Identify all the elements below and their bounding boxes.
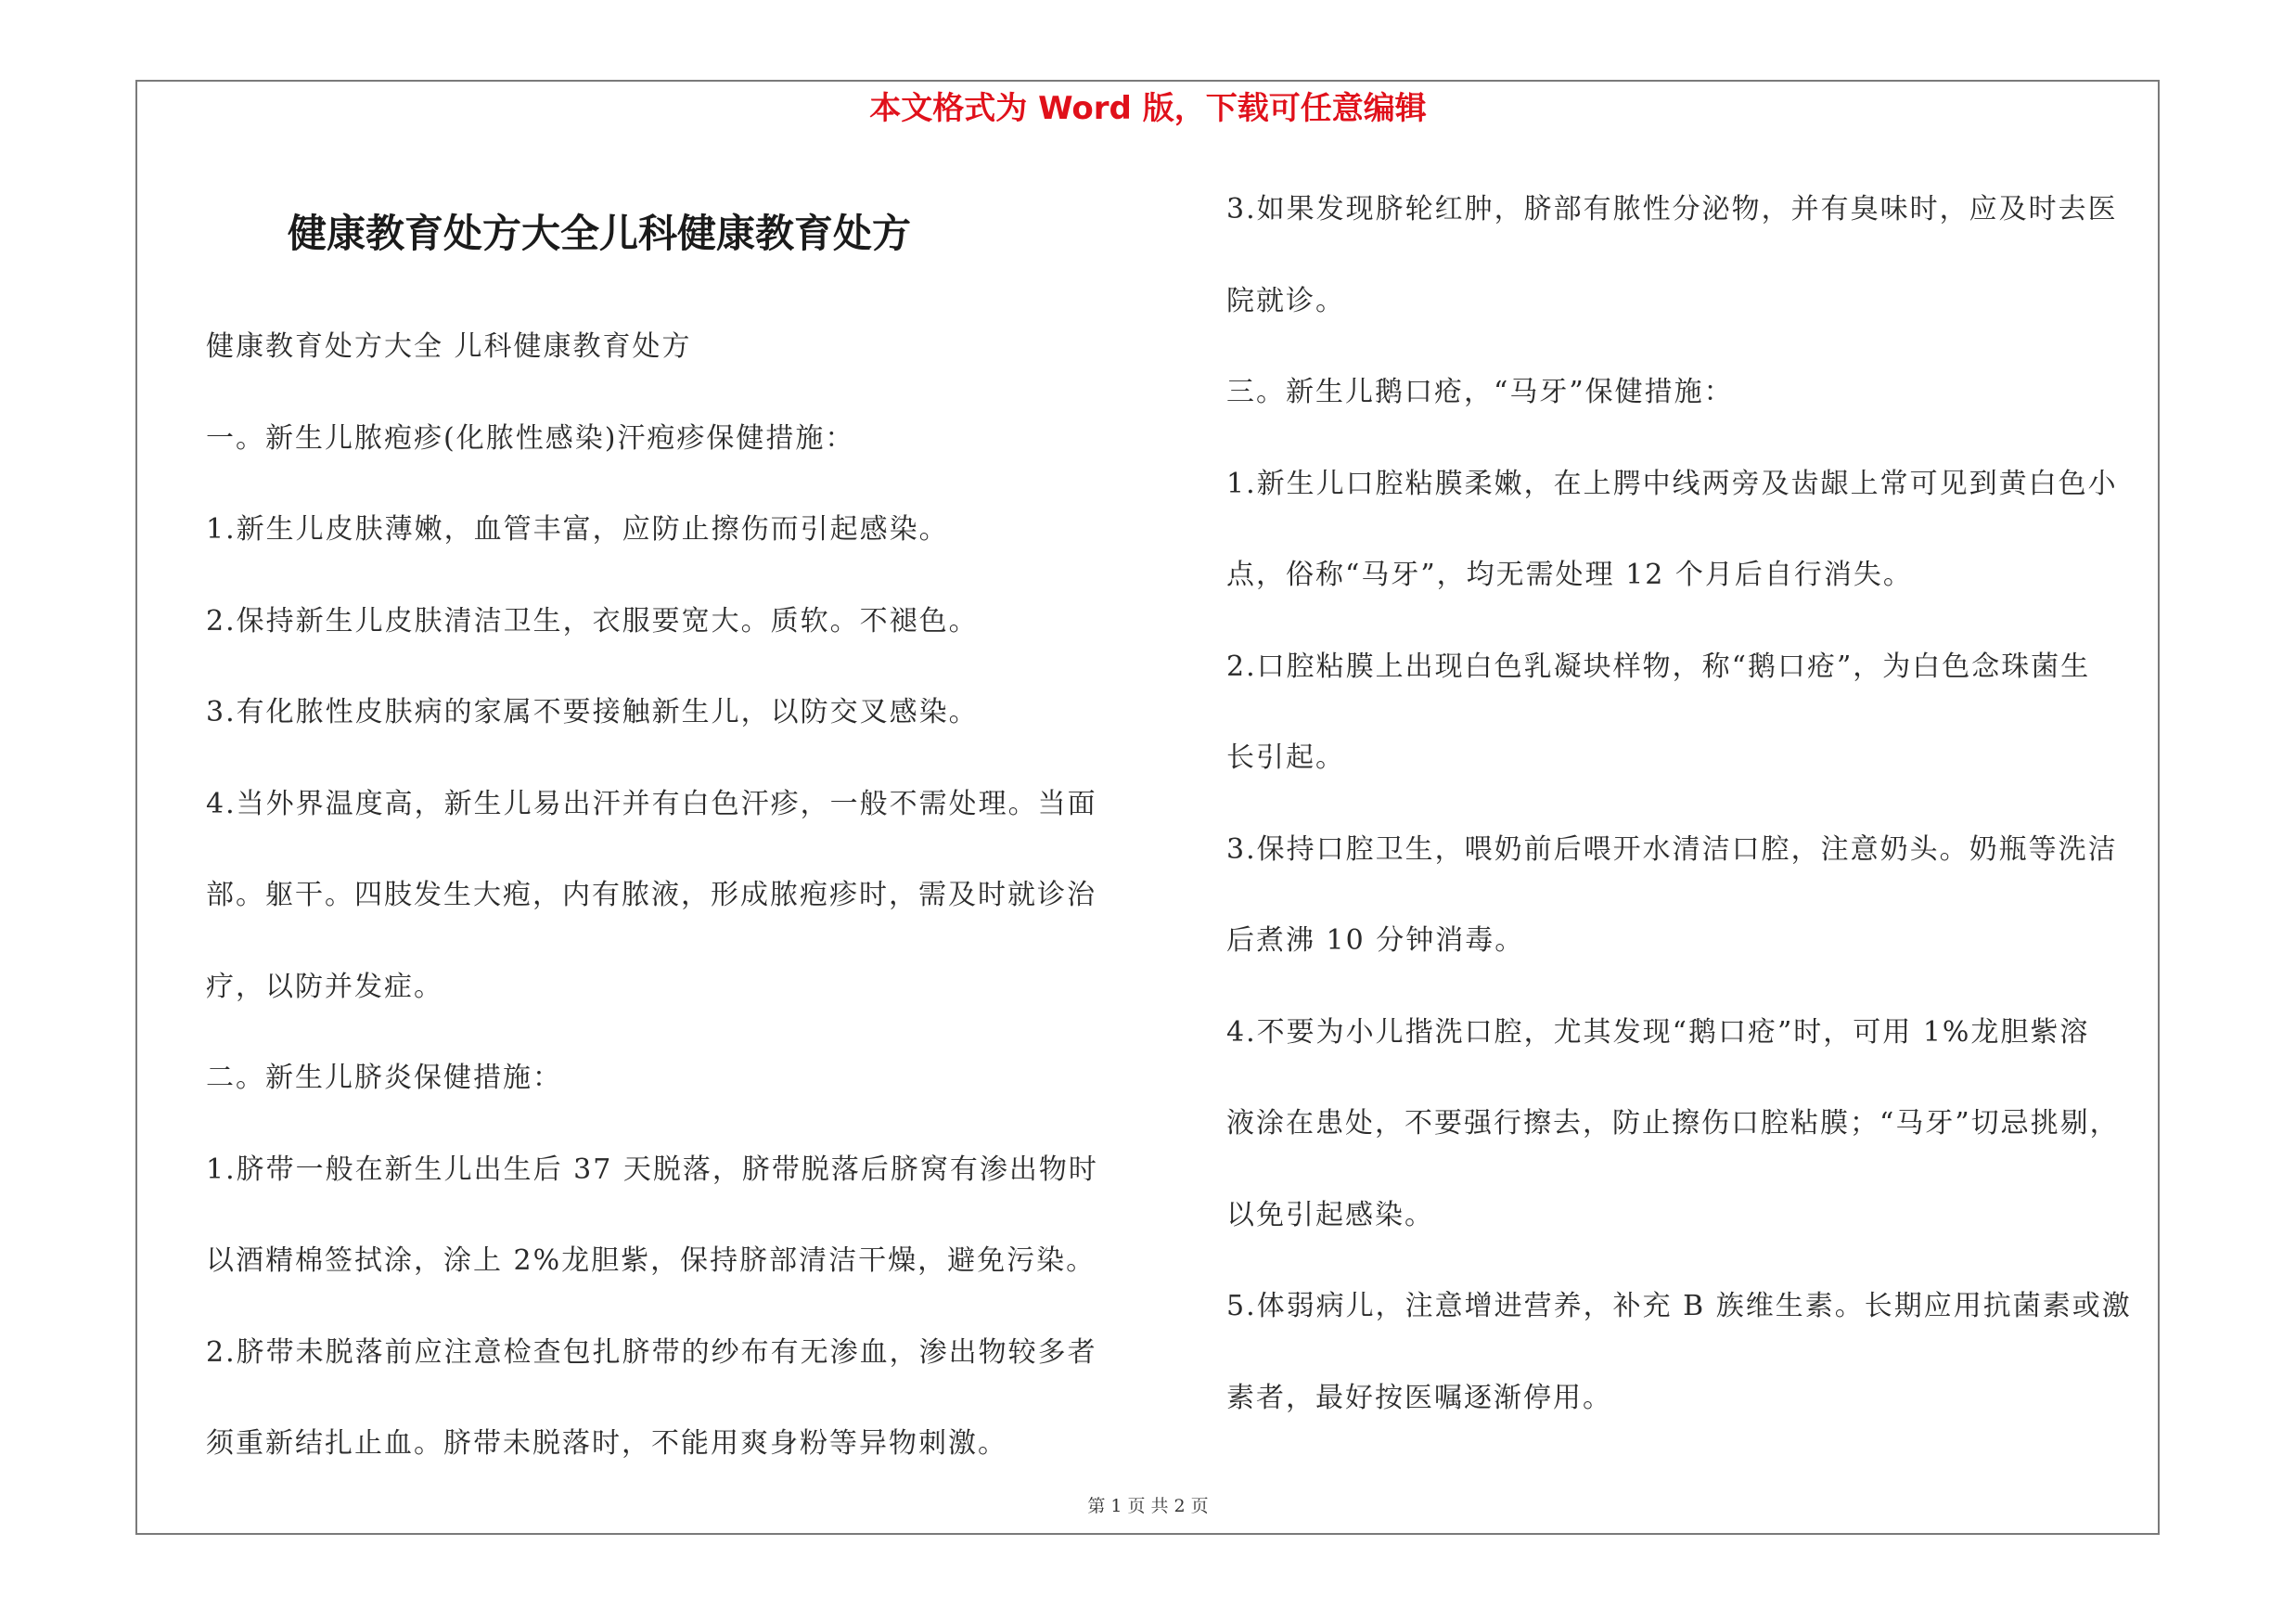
paragraph-line: 长引起。: [1226, 741, 1345, 774]
paragraph-line: 4.不要为小儿揩洗口腔，尤其发现“鹅口疮”时，可用 1%龙胆紫溶: [1226, 1015, 2090, 1049]
paragraph-line: 2.保持新生儿皮肤清洁卫生，衣服要宽大。质软。不褪色。: [206, 604, 979, 638]
paragraph-line: 三。新生儿鹅口疮，“马牙”保健措施：: [1226, 376, 1734, 408]
format-banner: 本文格式为 Word 版，下载可任意编辑: [869, 90, 1427, 127]
paragraph-line: 4.当外界温度高，新生儿易出汗并有白色汗疹，一般不需处理。当面: [206, 787, 1097, 820]
paragraph-line: 一。新生儿脓疱疹(化脓性感染)汗疱疹保健措施：: [206, 421, 855, 455]
document-title: 健康教育处方大全儿科健康教育处方: [288, 211, 912, 256]
paragraph-line: 1.新生儿皮肤薄嫩，血管丰富，应防止擦伤而引起感染。: [206, 513, 949, 546]
paragraph-line: 素者，最好按医嘱逐渐停用。: [1226, 1381, 1612, 1414]
paragraph-line: 院就诊。: [1226, 284, 1345, 317]
paragraph-line: 健康教育处方大全 儿科健康教育处方: [206, 330, 692, 363]
paragraph-line: 液涂在患处，不要强行擦去，防止擦伤口腔粘膜；“马牙”切忌挑剔，: [1226, 1107, 2120, 1140]
paragraph-line: 3.有化脓性皮肤病的家属不要接触新生儿，以防交叉感染。: [206, 696, 979, 728]
paragraph-line: 以酒精棉签拭涂，涂上 2%龙胆紫，保持脐部清洁干燥，避免污染。: [206, 1244, 1097, 1277]
page-number-footer: 第 1 页 共 2 页: [1087, 1496, 1209, 1516]
paragraph-line: 1.脐带一般在新生儿出生后 37 天脱落，脐带脱落后脐窝有渗出物时: [206, 1153, 1098, 1186]
paragraph-line: 2.脐带未脱落前应注意检查包扎脐带的纱布有无渗血，渗出物较多者: [206, 1335, 1097, 1369]
paragraph-line: 点，俗称“马牙”，均无需处理 12 个月后自行消失。: [1226, 559, 1913, 591]
paragraph-line: 1.新生儿口腔粘膜柔嫩，在上腭中线两旁及齿龈上常可见到黄白色小: [1226, 467, 2118, 500]
paragraph-line: 5.体弱病儿，注意增进营养，补充 B 族维生素。长期应用抗菌素或激: [1226, 1290, 2132, 1322]
paragraph-line: 2.口腔粘膜上出现白色乳凝块样物，称“鹅口疮”，为白色念珠菌生: [1226, 650, 2091, 683]
paragraph-line: 须重新结扎止血。脐带未脱落时，不能用爽身粉等异物刺激。: [206, 1427, 1007, 1460]
paragraph-line: 3.如果发现脐轮红肿，脐部有脓性分泌物，并有臭味时，应及时去医: [1226, 193, 2118, 225]
paragraph-line: 部。躯干。四肢发生大疱，内有脓液，形成脓疱疹时，需及时就诊治: [206, 879, 1097, 911]
paragraph-line: 二。新生儿脐炎保健措施：: [206, 1062, 562, 1094]
right-column: [1226, 182, 2171, 1462]
left-column: [206, 319, 1134, 1508]
paragraph-line: 后煮沸 10 分钟消毒。: [1226, 924, 1525, 957]
paragraph-line: 以免引起感染。: [1226, 1198, 1434, 1231]
paragraph-line: 疗，以防并发症。: [206, 970, 443, 1003]
paragraph-line: 3.保持口腔卫生，喂奶前后喂开水清洁口腔，注意奶头。奶瓶等洗洁: [1226, 832, 2118, 866]
